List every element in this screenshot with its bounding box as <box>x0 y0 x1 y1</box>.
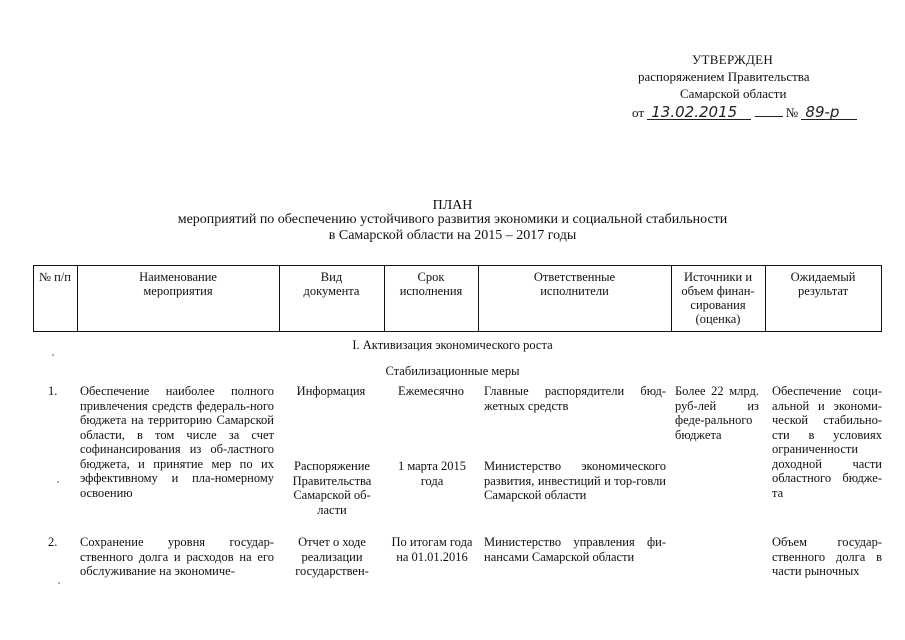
row-name: Обеспечение наиболее полного привлечения средств федераль-ного бюджета на территорию Самарской области, в том числе за счет софинансирования из об-ластного бюджета, и принятие мер по их эффективному и пла-номерному освоению <box>80 384 274 500</box>
row-doc: Информация <box>296 384 366 398</box>
row-result: Обеспечение соци-альной и экономи-ческой стабильно-сти в условиях ограниченности доходной части областного бюдже-та <box>772 384 882 500</box>
date-prefix: от <box>632 105 645 120</box>
approval-region: Самарской области <box>680 86 787 101</box>
row-term: По итогам года на 01.01.2016 <box>391 535 473 564</box>
approval-title: УТВЕРЖДЕН <box>692 52 774 67</box>
row-responsible: Министерство управления фи-нансами Самарской области <box>484 535 666 564</box>
header-num: № п/п <box>39 270 71 284</box>
approval-date-line <box>632 105 857 121</box>
header-term: Срок исполнения <box>399 270 463 298</box>
plan-subtitle-2: в Самарской области на 2015 – 2017 годы <box>328 228 577 243</box>
section-title: I. Активизация экономического роста <box>352 338 553 352</box>
section-subtitle: Стабилизационные меры <box>385 364 520 378</box>
scan-speck <box>58 582 60 584</box>
plan-subtitle-1: мероприятий по обеспечению устойчивого развития экономики и социальной стабильности <box>177 212 728 227</box>
approval-number: 89-р <box>801 105 857 120</box>
row-term-secondary: 1 марта 2015 года <box>397 459 467 488</box>
number-prefix: № <box>785 105 799 120</box>
header-resp: Ответственные исполнители <box>533 270 616 298</box>
header-result: Ожидаемый результат <box>790 270 856 298</box>
header-fund: Источники и объем финан-сирования (оценка) <box>681 270 755 326</box>
row-responsible: Главные распорядители бюд-жетных средств <box>484 384 666 413</box>
row-result: Объем государ-ственного долга в части рыночных <box>772 535 882 578</box>
row-num: 1. <box>48 384 58 398</box>
row-doc: Отчет о ходе реализации государствен- <box>295 535 369 578</box>
plan-title: ПЛАН <box>432 198 473 213</box>
row-responsible-secondary: Министерство экономического развития, инвестиций и тор-говли Самарской области <box>484 459 666 502</box>
row-funding: Более 22 млрд. руб-лей из феде-рального бюджета <box>675 384 759 442</box>
row-name: Сохранение уровня государ-ственного долга и расходов на его обслуживание на экономиче- <box>80 535 274 578</box>
header-name: Наименование мероприятия <box>139 270 217 298</box>
scan-speck <box>57 481 59 483</box>
row-num: 2. <box>48 535 58 549</box>
row-doc-secondary: Распоряжение Правительства Самарской об-ласти <box>292 459 372 517</box>
approval-date: 13.02.2015 <box>647 105 751 120</box>
header-doc: Вид документа <box>303 270 360 298</box>
scan-speck <box>52 354 54 356</box>
row-term: Ежемесячно <box>398 384 464 398</box>
approval-order: распоряжением Правительства <box>638 69 810 84</box>
